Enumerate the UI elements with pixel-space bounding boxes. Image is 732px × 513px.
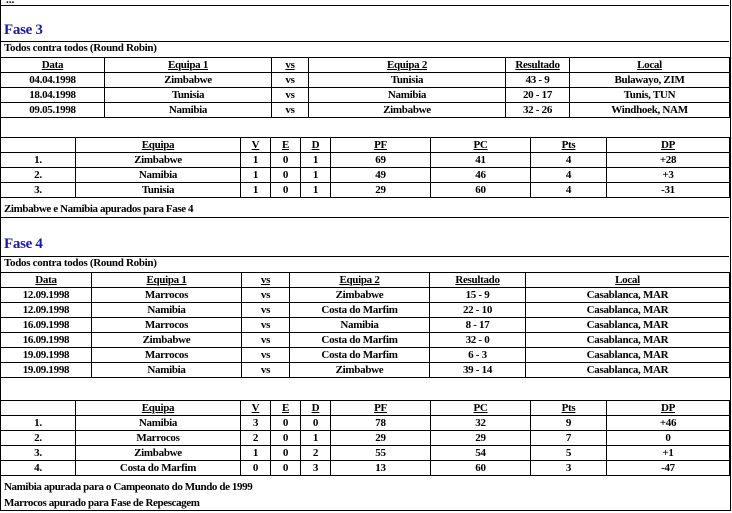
match-vs: vs: [272, 103, 309, 118]
match-result: 32 - 0: [430, 333, 526, 348]
fase3-standings-table: [0, 137, 730, 198]
standing-pos: 1.: [1, 416, 76, 431]
match-date: 12.09.1998: [1, 303, 92, 318]
match-result: 39 - 14: [430, 363, 526, 378]
table-row: [1, 318, 730, 333]
standing-wins: 0: [241, 461, 271, 476]
match-vs: vs: [242, 348, 290, 363]
table-row: [1, 103, 730, 118]
table-header-row: [1, 58, 730, 73]
standing-pc: 60: [431, 183, 531, 198]
standing-dp: +28: [607, 153, 730, 168]
match-venue: Casablanca, MAR: [526, 288, 730, 303]
match-team1: Zimbabwe: [105, 73, 272, 88]
col-header-points-against: PC: [431, 138, 531, 153]
match-date: 19.09.1998: [1, 348, 92, 363]
table-row: [1, 363, 730, 378]
match-vs: vs: [242, 333, 290, 348]
match-vs: vs: [272, 73, 309, 88]
match-team1: Marrocos: [92, 348, 242, 363]
standing-pc: 29: [431, 431, 531, 446]
col-header-diff: DP: [607, 401, 730, 416]
match-team1: Zimbabwe: [92, 333, 242, 348]
match-date: 16.09.1998: [1, 318, 92, 333]
match-team2: Zimbabwe: [290, 288, 430, 303]
match-date: 04.04.1998: [1, 73, 105, 88]
match-team1: Tunisia: [105, 88, 272, 103]
standing-pc: 41: [431, 153, 531, 168]
divider: [0, 217, 729, 218]
standing-losses: 1: [301, 431, 331, 446]
standing-pf: 78: [331, 416, 431, 431]
col-header-team1: Equipa 1: [92, 273, 242, 288]
standing-losses: 2: [301, 446, 331, 461]
col-header-pts: Pts: [531, 401, 607, 416]
match-team2: Namibia: [309, 88, 506, 103]
standing-pts: 9: [531, 416, 607, 431]
standing-pos: 3.: [1, 446, 76, 461]
standing-pf: 13: [331, 461, 431, 476]
match-venue: Casablanca, MAR: [526, 348, 730, 363]
col-header-team2: Equipa 2: [290, 273, 430, 288]
match-venue: Casablanca, MAR: [526, 318, 730, 333]
standing-draws: 0: [271, 446, 301, 461]
table-row: [1, 431, 730, 446]
match-team1: Namibia: [92, 303, 242, 318]
col-header-draws: E: [271, 401, 301, 416]
standing-pts: 5: [531, 446, 607, 461]
fase4-note-1: Namibia apurada para o Campeonato do Mundo de 1999: [4, 481, 253, 493]
standing-pos: 2.: [1, 168, 76, 183]
standing-dp: -31: [607, 183, 730, 198]
match-vs: vs: [242, 318, 290, 333]
table-row: [1, 183, 730, 198]
standing-pts: 3: [531, 461, 607, 476]
col-header-vs: vs: [242, 273, 290, 288]
standing-wins: 1: [241, 446, 271, 461]
col-header-team: Equipa: [76, 401, 241, 416]
standing-pf: 49: [331, 168, 431, 183]
standing-pf: 55: [331, 446, 431, 461]
match-team1: Namibia: [105, 103, 272, 118]
match-team1: Marrocos: [92, 288, 242, 303]
match-result: 8 - 17: [430, 318, 526, 333]
standing-wins: 2: [241, 431, 271, 446]
standing-team: Tunisia: [76, 183, 241, 198]
standing-pts: 4: [531, 183, 607, 198]
standing-draws: 0: [271, 461, 301, 476]
table-row: [1, 446, 730, 461]
standing-dp: +3: [607, 168, 730, 183]
col-header-wins: V: [241, 401, 271, 416]
fase4-subtitle: Todos contra todos (Round Robin): [4, 257, 157, 269]
table-row: [1, 288, 730, 303]
table-row: [1, 88, 730, 103]
match-vs: vs: [242, 363, 290, 378]
table-row: [1, 461, 730, 476]
match-result: 22 - 10: [430, 303, 526, 318]
match-venue: Casablanca, MAR: [526, 303, 730, 318]
col-header-losses: D: [301, 138, 331, 153]
match-vs: vs: [242, 303, 290, 318]
standing-losses: 3: [301, 461, 331, 476]
match-result: 6 - 3: [430, 348, 526, 363]
standing-pos: 4.: [1, 461, 76, 476]
match-date: 16.09.1998: [1, 333, 92, 348]
match-venue: Casablanca, MAR: [526, 363, 730, 378]
standing-losses: 1: [301, 153, 331, 168]
standing-pts: 4: [531, 168, 607, 183]
fase4-note-2: Marrocos apurado para Fase de Repescagem: [4, 497, 200, 509]
fase3-subtitle: Todos contra todos (Round Robin): [4, 42, 157, 54]
col-header-points-against: PC: [431, 401, 531, 416]
standing-draws: 0: [271, 431, 301, 446]
standing-team: Zimbabwe: [76, 153, 241, 168]
table-row: [1, 348, 730, 363]
match-date: 19.09.1998: [1, 363, 92, 378]
standing-pts: 7: [531, 431, 607, 446]
top-fragment: ...: [6, 0, 15, 6]
standing-dp: +46: [607, 416, 730, 431]
table-row: [1, 303, 730, 318]
col-header-result: Resultado: [430, 273, 526, 288]
match-venue: Tunis, TUN: [570, 88, 730, 103]
table-header-row: [1, 273, 730, 288]
match-result: 20 - 17: [506, 88, 570, 103]
fase4-matches-table: [0, 272, 730, 378]
standing-pos: 2.: [1, 431, 76, 446]
match-result: 32 - 26: [506, 103, 570, 118]
fase4-standings-table: [0, 400, 730, 476]
fase4-title: Fase 4: [4, 236, 43, 252]
col-header-pos: [1, 138, 76, 153]
match-team1: Marrocos: [92, 318, 242, 333]
standing-pos: 3.: [1, 183, 76, 198]
top-strip: [0, 0, 729, 6]
standing-pf: 69: [331, 153, 431, 168]
standing-dp: -47: [607, 461, 730, 476]
col-header-result: Resultado: [506, 58, 570, 73]
fase3-title: Fase 3: [4, 22, 43, 38]
match-date: 09.05.1998: [1, 103, 105, 118]
standing-draws: 0: [271, 153, 301, 168]
standing-team: Costa do Marfim: [76, 461, 241, 476]
standing-draws: 0: [271, 168, 301, 183]
col-header-diff: DP: [607, 138, 730, 153]
match-vs: vs: [272, 88, 309, 103]
standing-wins: 1: [241, 153, 271, 168]
match-team2: Costa do Marfim: [290, 303, 430, 318]
standing-dp: +1: [607, 446, 730, 461]
table-row: [1, 153, 730, 168]
standing-pos: 1.: [1, 153, 76, 168]
standing-pc: 32: [431, 416, 531, 431]
match-venue: Windhoek, NAM: [570, 103, 730, 118]
standing-pf: 29: [331, 183, 431, 198]
match-team2: Costa do Marfim: [290, 333, 430, 348]
standing-losses: 0: [301, 416, 331, 431]
match-venue: Casablanca, MAR: [526, 333, 730, 348]
col-header-points-for: PF: [331, 401, 431, 416]
col-header-venue: Local: [570, 58, 730, 73]
match-result: 43 - 9: [506, 73, 570, 88]
match-team2: Tunisia: [309, 73, 506, 88]
standing-losses: 1: [301, 183, 331, 198]
standing-pc: 54: [431, 446, 531, 461]
standing-team: Namibia: [76, 168, 241, 183]
standing-pts: 4: [531, 153, 607, 168]
col-header-points-for: PF: [331, 138, 431, 153]
standing-dp: 0: [607, 431, 730, 446]
match-team2: Costa do Marfim: [290, 348, 430, 363]
standing-pc: 60: [431, 461, 531, 476]
table-row: [1, 168, 730, 183]
col-header-vs: vs: [272, 58, 309, 73]
match-venue: Bulawayo, ZIM: [570, 73, 730, 88]
standing-draws: 0: [271, 183, 301, 198]
standing-wins: 3: [241, 416, 271, 431]
fase3-matches-table: [0, 57, 730, 118]
col-header-venue: Local: [526, 273, 730, 288]
match-date: 12.09.1998: [1, 288, 92, 303]
col-header-draws: E: [271, 138, 301, 153]
match-vs: vs: [242, 288, 290, 303]
match-date: 18.04.1998: [1, 88, 105, 103]
standing-pf: 29: [331, 431, 431, 446]
standing-team: Zimbabwe: [76, 446, 241, 461]
col-header-wins: V: [241, 138, 271, 153]
standing-wins: 1: [241, 168, 271, 183]
table-row: [1, 333, 730, 348]
table-header-row: [1, 138, 730, 153]
table-row: [1, 73, 730, 88]
col-header-team2: Equipa 2: [309, 58, 506, 73]
standing-team: Marrocos: [76, 431, 241, 446]
col-header-date: Data: [1, 58, 105, 73]
fase3-note: Zimbabwe e Namibia apurados para Fase 4: [4, 203, 194, 215]
table-header-row: [1, 401, 730, 416]
table-row: [1, 416, 730, 431]
col-header-losses: D: [301, 401, 331, 416]
match-team2: Zimbabwe: [290, 363, 430, 378]
standing-team: Namibia: [76, 416, 241, 431]
standing-losses: 1: [301, 168, 331, 183]
col-header-date: Data: [1, 273, 92, 288]
col-header-team1: Equipa 1: [105, 58, 272, 73]
col-header-pos: [1, 401, 76, 416]
standing-pc: 46: [431, 168, 531, 183]
col-header-team: Equipa: [76, 138, 241, 153]
match-result: 15 - 9: [430, 288, 526, 303]
match-team1: Namibia: [92, 363, 242, 378]
match-team2: Zimbabwe: [309, 103, 506, 118]
standing-draws: 0: [271, 416, 301, 431]
col-header-pts: Pts: [531, 138, 607, 153]
standing-wins: 1: [241, 183, 271, 198]
match-team2: Namibia: [290, 318, 430, 333]
